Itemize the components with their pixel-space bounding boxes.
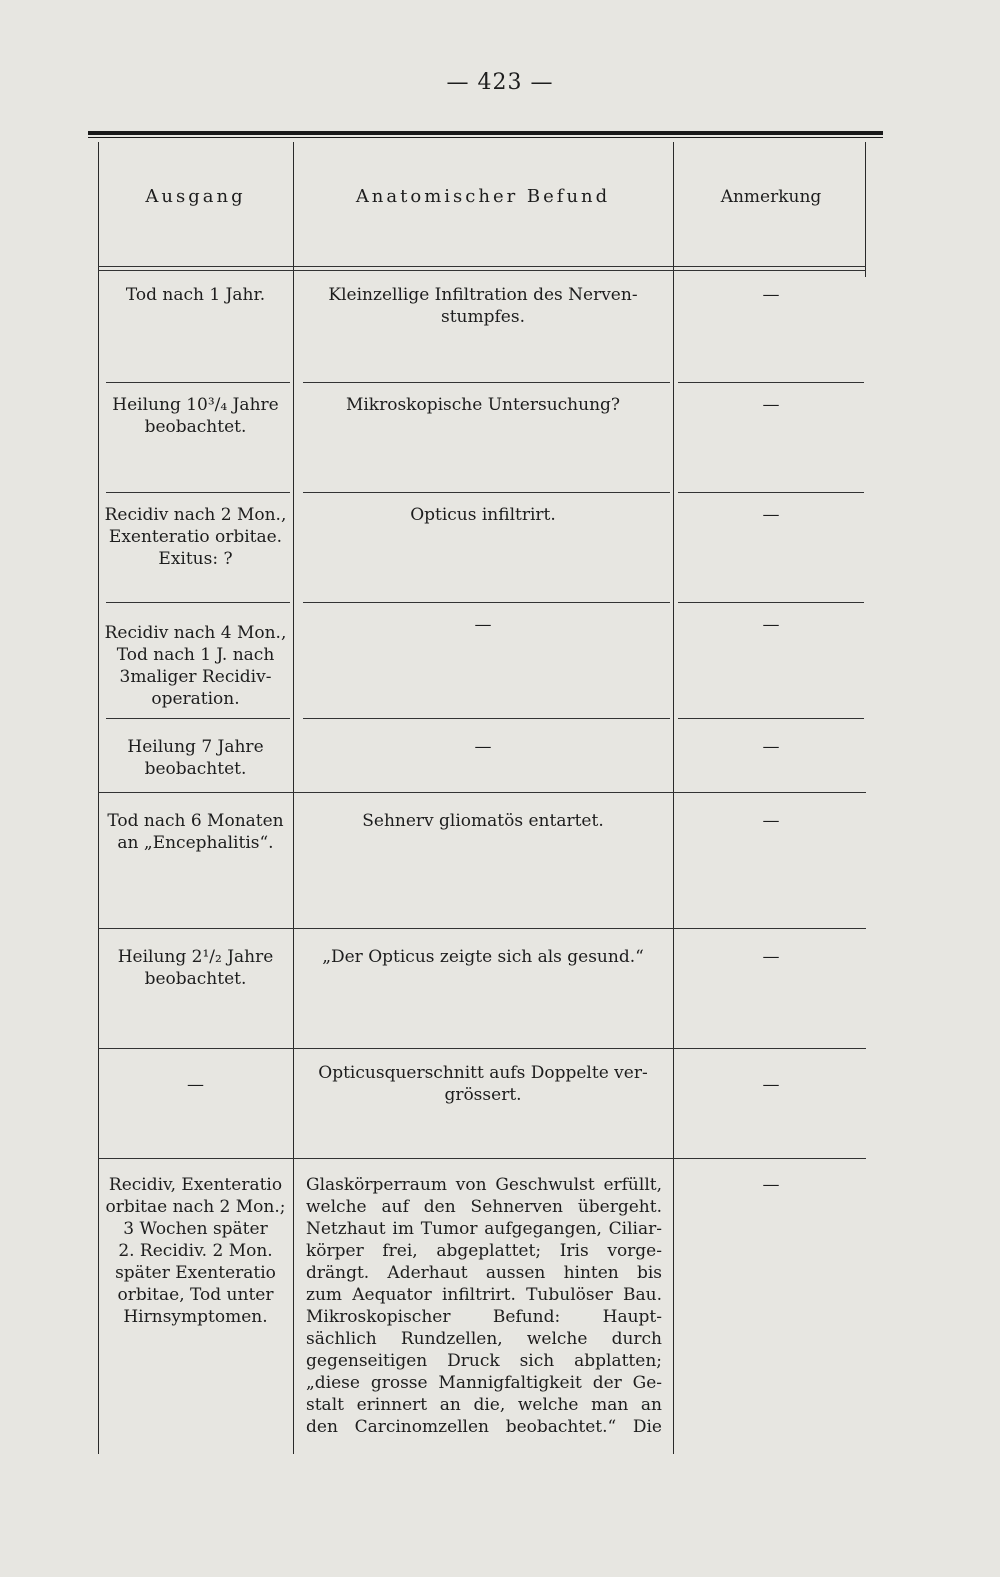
text-line: — (474, 615, 492, 635)
text-line: Kleinzellige Infiltration des Nerven- (328, 285, 638, 305)
row-separator (106, 602, 290, 603)
text-line: zum Aequator infiltrirt. Tubulöser Bau. (306, 1285, 662, 1305)
anmerkung-cell: — (762, 395, 780, 415)
text-line: 3 Wochen später (123, 1219, 268, 1239)
row-separator (98, 1158, 866, 1159)
header-befund: Anatomischer Befund (355, 186, 611, 207)
text-line: 3maliger Recidiv- (119, 667, 272, 687)
text-line: „diese grosse Mannigfaltigkeit der Ge- (306, 1373, 662, 1393)
anmerkung-cell: — (762, 1175, 780, 1195)
text-line: später Exenteratio (115, 1263, 276, 1283)
text-line: Heilung 2¹/₂ Jahre (117, 947, 274, 967)
text-line: stumpfes. (441, 307, 525, 327)
text-line: Exitus: ? (158, 549, 233, 569)
text-line: Recidiv nach 2 Mon., (104, 505, 287, 525)
text-line: Hirnsymptomen. (123, 1307, 268, 1327)
page-number: — 423 — (446, 70, 554, 95)
text-line: Tod nach 1 Jahr. (125, 285, 266, 305)
row-separator (303, 602, 670, 603)
row-separator (678, 718, 864, 719)
text-line: „Der Opticus zeigte sich als gesund.“ (322, 947, 644, 967)
row-separator (106, 382, 290, 383)
ausgang-cell (98, 946, 293, 990)
ausgang-cell (98, 1174, 293, 1328)
befund-cell (306, 1174, 662, 1438)
text-line: beobachtet. (144, 417, 247, 437)
header-ausgang: Ausgang (145, 186, 246, 207)
header-rule-2 (98, 270, 866, 271)
ausgang-cell (98, 284, 293, 306)
row-separator (303, 382, 670, 383)
befund-cell (296, 394, 670, 416)
text-line: gegenseitigen Druck sich abplatten; (306, 1351, 662, 1371)
anmerkung-cell: — (762, 947, 780, 967)
text-line: stalt erinnert an die, welche man an (306, 1395, 662, 1415)
text-line: beobachtet. (144, 759, 247, 779)
text-line: Opticusquerschnitt aufs Doppelte ver- (318, 1063, 648, 1083)
text-line: Recidiv nach 4 Mon., (104, 623, 287, 643)
text-line: körper frei, abgeplattet; Iris vorge- (306, 1241, 662, 1261)
ausgang-cell (98, 504, 293, 570)
befund-cell (296, 736, 670, 758)
column-line-right (865, 142, 866, 277)
text-line: Glaskörperraum von Geschwulst erfüllt, (306, 1175, 662, 1195)
ausgang-cell (98, 810, 293, 854)
befund-cell (296, 810, 670, 832)
ausgang-cell (98, 736, 293, 780)
text-line: den Carcinomzellen beobachtet.“ Die (306, 1417, 662, 1437)
text-line: Heilung 7 Jahre (127, 737, 264, 757)
anmerkung-cell: — (762, 285, 780, 305)
text-line: Sehnerv gliomatös entartet. (362, 811, 604, 831)
text-line: Opticus infiltrirt. (410, 505, 556, 525)
text-line: Recidiv, Exenteratio (108, 1175, 283, 1195)
row-separator (98, 792, 866, 793)
text-line: an „Encephalitis“. (117, 833, 274, 853)
text-line: operation. (151, 689, 240, 709)
row-separator (678, 382, 864, 383)
anmerkung-cell: — (762, 615, 780, 635)
column-line-1 (293, 142, 294, 1454)
befund-cell (296, 614, 670, 636)
befund-cell (296, 284, 670, 328)
text-line: — (187, 1075, 204, 1095)
row-separator (678, 602, 864, 603)
text-line: orbitae nach 2 Mon.; (105, 1197, 286, 1217)
text-line: sächlich Rundzellen, welche durch (306, 1329, 662, 1349)
ausgang-cell (98, 394, 293, 438)
header-rule (98, 266, 866, 267)
anmerkung-cell: — (762, 737, 780, 757)
ausgang-cell (98, 1074, 293, 1096)
text-line: drängt. Aderhaut aussen hinten bis (306, 1263, 662, 1283)
top-rule (88, 131, 883, 138)
text-line: — (474, 737, 492, 757)
anmerkung-cell: — (762, 1075, 780, 1095)
text-line: 2. Recidiv. 2 Mon. (118, 1241, 273, 1261)
row-separator (98, 1048, 866, 1049)
row-separator (106, 492, 290, 493)
text-line: welche auf den Sehnerven übergeht. (306, 1197, 662, 1217)
ausgang-cell (98, 622, 293, 710)
befund-cell (296, 504, 670, 526)
text-line: orbitae, Tod unter (117, 1285, 274, 1305)
row-separator (303, 492, 670, 493)
text-line: Tod nach 6 Monaten (107, 811, 284, 831)
text-line: Netzhaut im Tumor aufgegangen, Ciliar- (306, 1219, 662, 1239)
header-anmerkung: Anmerkung (720, 187, 822, 207)
row-separator (106, 718, 290, 719)
anmerkung-cell: — (762, 811, 780, 831)
row-separator (678, 492, 864, 493)
text-line: Mikroskopische Untersuchung? (345, 395, 621, 415)
text-line: Mikroskopischer Befund: Haupt- (306, 1307, 662, 1327)
text-line: Exenteratio orbitae. (108, 527, 283, 547)
befund-cell (296, 946, 670, 968)
befund-cell (296, 1062, 670, 1106)
text-line: grössert. (444, 1085, 522, 1105)
row-separator (303, 718, 670, 719)
column-line-2 (673, 142, 674, 1454)
anmerkung-cell: — (762, 505, 780, 525)
text-line: beobachtet. (144, 969, 247, 989)
text-line: Heilung 10³/₄ Jahre (112, 395, 279, 415)
text-line: Tod nach 1 J. nach (116, 645, 275, 665)
row-separator (98, 928, 866, 929)
